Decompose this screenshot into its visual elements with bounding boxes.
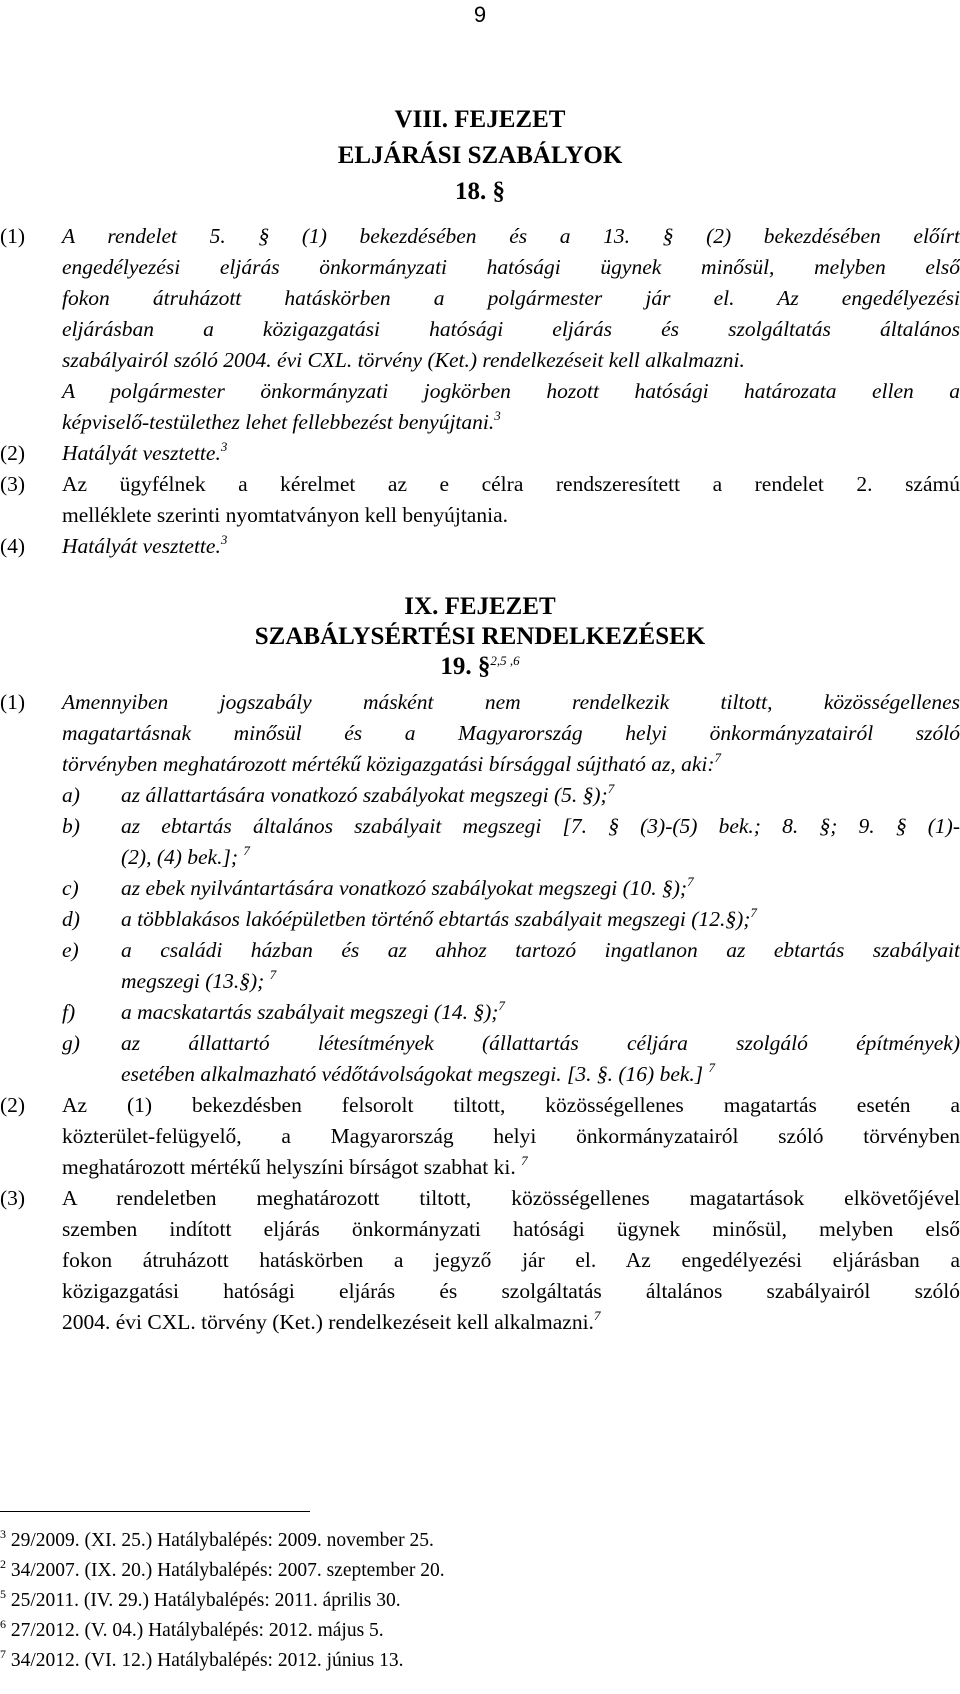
chapter-9-title: IX. FEJEZET bbox=[404, 593, 556, 620]
list-item bbox=[121, 783, 614, 808]
paragraph-line: magatartásnak minősül és a Magyarország helyi önkormányzatairól szóló bbox=[62, 721, 960, 745]
paragraph-line-text: Hatályát vesztette. bbox=[62, 441, 221, 465]
section-18-title: 18. § bbox=[455, 178, 505, 205]
paragraph-line-text: meghatározott mértékű helyszíni bírságot szabhat ki. bbox=[62, 1155, 516, 1179]
footnote-ref[interactable]: 3 bbox=[220, 439, 228, 454]
footnote-mark: 3 bbox=[0, 1527, 6, 1541]
list-item bbox=[121, 876, 694, 901]
footnote-text: 34/2007. (IX. 20.) Hatálybalépés: 2007. szeptember 20. bbox=[10, 1560, 445, 1581]
list-item-text: megszegi (13.§); bbox=[121, 969, 265, 993]
page-number: 9 bbox=[473, 2, 487, 27]
footnote-ref[interactable]: 2,5 ,6 bbox=[490, 653, 520, 668]
list-item-text: az ebtartás általános szabályait megszegi [7. § (3)-(5) bek.; 8. §; 9. § (1)- bbox=[121, 814, 960, 838]
paragraph-line: fokon átruházott hatáskörben a polgármester jár el. Az engedélyezési bbox=[62, 286, 960, 310]
paragraph-line-text: Hatályát vesztette. bbox=[62, 534, 221, 558]
footnote-ref[interactable]: 7 bbox=[498, 998, 505, 1013]
paragraph-line: engedélyezési eljárás önkormányzati hatósági ügynek minősül, melyben első bbox=[62, 255, 960, 279]
section-19-title bbox=[0, 652, 960, 685]
paragraph-line: Az (1) bekezdésben felsorolt tiltott, közösségellenes magatartás esetén a bbox=[62, 1093, 960, 1117]
paragraph-line: melléklete szerinti nyomtatványon kell benyújtania. bbox=[62, 503, 508, 527]
paragraph-line-text: képviselő-testülethez lehet fellebbezést benyújtani. bbox=[62, 410, 495, 434]
footnote-ref[interactable]: 7 bbox=[593, 1308, 601, 1323]
paragraph-line: szabályairól szóló 2004. évi CXL. törvény (Ket.) rendelkezéseit kell alkalmazni. bbox=[62, 348, 745, 372]
footnote bbox=[0, 1617, 384, 1642]
list-item-text: a többlakásos lakóépületben történő ebtartás szabályait megszegi (12.§); bbox=[121, 907, 751, 931]
paragraph-line: közterület-felügyelő, a Magyarország helyi önkormányzatairól szóló törvényben bbox=[62, 1124, 960, 1148]
paragraph-line: A rendeletben meghatározott tiltott, közösségellenes magatartások elkövetőjével bbox=[62, 1186, 960, 1210]
footnote-ref[interactable]: 3 bbox=[494, 408, 501, 423]
section-19-label: 19. § bbox=[440, 653, 491, 680]
footnote bbox=[0, 1647, 404, 1672]
list-item-letter: a) bbox=[62, 783, 80, 807]
paragraph-line: Amennyiben jogszabály másként nem rendelkezik tiltott, közösségellenes bbox=[62, 690, 960, 714]
footnote-ref[interactable]: 7 bbox=[708, 1060, 716, 1075]
paragraph-line: eljárásban a közigazgatási hatósági eljárás és szolgáltatás általános bbox=[62, 317, 960, 341]
list-item bbox=[121, 1062, 715, 1087]
paragraph-number: (2) bbox=[0, 1093, 26, 1117]
paragraph-line: A rendelet 5. § (1) bekezdésében és a 13. § (2) bekezdésében előírt bbox=[62, 224, 960, 248]
footnote-ref[interactable]: 7 bbox=[714, 750, 722, 765]
paragraph-number: (2) bbox=[0, 441, 26, 465]
paragraph-line bbox=[62, 441, 227, 466]
list-item-letter: b) bbox=[62, 814, 80, 838]
footnote-ref[interactable]: 7 bbox=[243, 843, 250, 858]
list-item bbox=[121, 907, 757, 932]
footnote-ref[interactable]: 7 bbox=[269, 967, 277, 982]
list-item-letter: e) bbox=[62, 938, 79, 962]
footnote bbox=[0, 1557, 445, 1582]
chapter-9-heading bbox=[0, 592, 960, 685]
paragraph-line: Az ügyfélnek a kérelmet az e célra rendszeresített a rendelet 2. számú bbox=[62, 472, 960, 496]
footnote-text: 29/2009. (XI. 25.) Hatálybalépés: 2009. november 25. bbox=[10, 1530, 434, 1551]
list-item-letter: f) bbox=[62, 1000, 76, 1024]
paragraph-number: (4) bbox=[0, 534, 26, 558]
footnote bbox=[0, 1587, 401, 1612]
paragraph-line bbox=[62, 1155, 528, 1180]
list-item-letter: c) bbox=[62, 876, 79, 900]
paragraph-line-text: 2004. évi CXL. törvény (Ket.) rendelkezéseit kell alkalmazni. bbox=[62, 1310, 594, 1334]
list-item-letter: d) bbox=[62, 907, 80, 931]
footnote-ref[interactable]: 7 bbox=[607, 781, 615, 796]
paragraph-number: (1) bbox=[0, 224, 26, 248]
list-item bbox=[121, 1000, 505, 1025]
list-item-text: (2), (4) bek.]; bbox=[121, 845, 239, 869]
paragraph-number: (3) bbox=[0, 472, 26, 496]
list-item-text: az állattartó létesítmények (állattartás céljára szolgáló építmények) bbox=[121, 1031, 960, 1055]
footnote-separator bbox=[0, 1511, 310, 1512]
chapter-8-heading bbox=[0, 102, 960, 210]
list-item-text: esetében alkalmazható védőtávolságokat megszegi. [3. §. (16) bek.] bbox=[121, 1062, 704, 1086]
chapter-8-subtitle: ELJÁRÁSI SZABÁLYOK bbox=[337, 142, 623, 169]
footnote-mark: 6 bbox=[0, 1617, 6, 1631]
footnote-text: 27/2012. (V. 04.) Hatálybalépés: 2012. május 5. bbox=[10, 1620, 384, 1641]
paragraph-line: fokon átruházott hatáskörben a jegyző jár el. Az engedélyezési eljárásban a bbox=[62, 1248, 960, 1272]
chapter-8-title: VIII. FEJEZET bbox=[394, 106, 566, 133]
footnote-text: 25/2011. (IV. 29.) Hatálybalépés: 2011. április 30. bbox=[10, 1590, 401, 1611]
list-item bbox=[121, 969, 276, 994]
list-item-text: a családi házban és az ahhoz tartozó ingatlanon az ebtartás szabályait bbox=[121, 938, 960, 962]
footnote-mark: 5 bbox=[0, 1587, 6, 1601]
paragraph-line: szemben indított eljárás önkormányzati hatósági ügynek minősül, melyben első bbox=[62, 1217, 960, 1241]
footnote-ref[interactable]: 3 bbox=[220, 532, 228, 547]
chapter-9-subtitle: SZABÁLYSÉRTÉSI RENDELKEZÉSEK bbox=[254, 623, 706, 650]
paragraph-number: (3) bbox=[0, 1186, 26, 1210]
list-item-text: az állattartására vonatkozó szabályokat megszegi (5. §); bbox=[121, 783, 608, 807]
footnote bbox=[0, 1527, 434, 1552]
footnote-mark: 2 bbox=[0, 1557, 6, 1571]
footnote-text: 34/2012. (VI. 12.) Hatálybalépés: 2012. június 13. bbox=[10, 1650, 404, 1671]
paragraph-line bbox=[62, 1310, 600, 1335]
list-item bbox=[121, 845, 250, 870]
paragraph-line bbox=[62, 534, 227, 559]
paragraph-number: (1) bbox=[0, 690, 26, 714]
paragraph-line-text: törvényben meghatározott mértékű közigazgatási bírsággal sújtható az, aki: bbox=[62, 752, 715, 776]
paragraph-line: A polgármester önkormányzati jogkörben hozott hatósági határozata ellen a bbox=[62, 379, 960, 403]
list-item-text: a macskatartás szabályait megszegi (14. §); bbox=[121, 1000, 499, 1024]
list-item-letter: g) bbox=[62, 1031, 80, 1055]
paragraph-line bbox=[62, 410, 501, 435]
paragraph-line bbox=[62, 752, 721, 777]
footnote-ref[interactable]: 7 bbox=[750, 905, 757, 920]
paragraph-line: közigazgatási hatósági eljárás és szolgáltatás általános szabályairól szóló bbox=[62, 1279, 960, 1303]
list-item-text: az ebek nyilvántartására vonatkozó szabályokat megszegi (10. §); bbox=[121, 876, 688, 900]
footnote-ref[interactable]: 7 bbox=[687, 874, 694, 889]
footnote-ref[interactable]: 7 bbox=[521, 1153, 528, 1168]
footnote-mark: 7 bbox=[0, 1647, 6, 1661]
